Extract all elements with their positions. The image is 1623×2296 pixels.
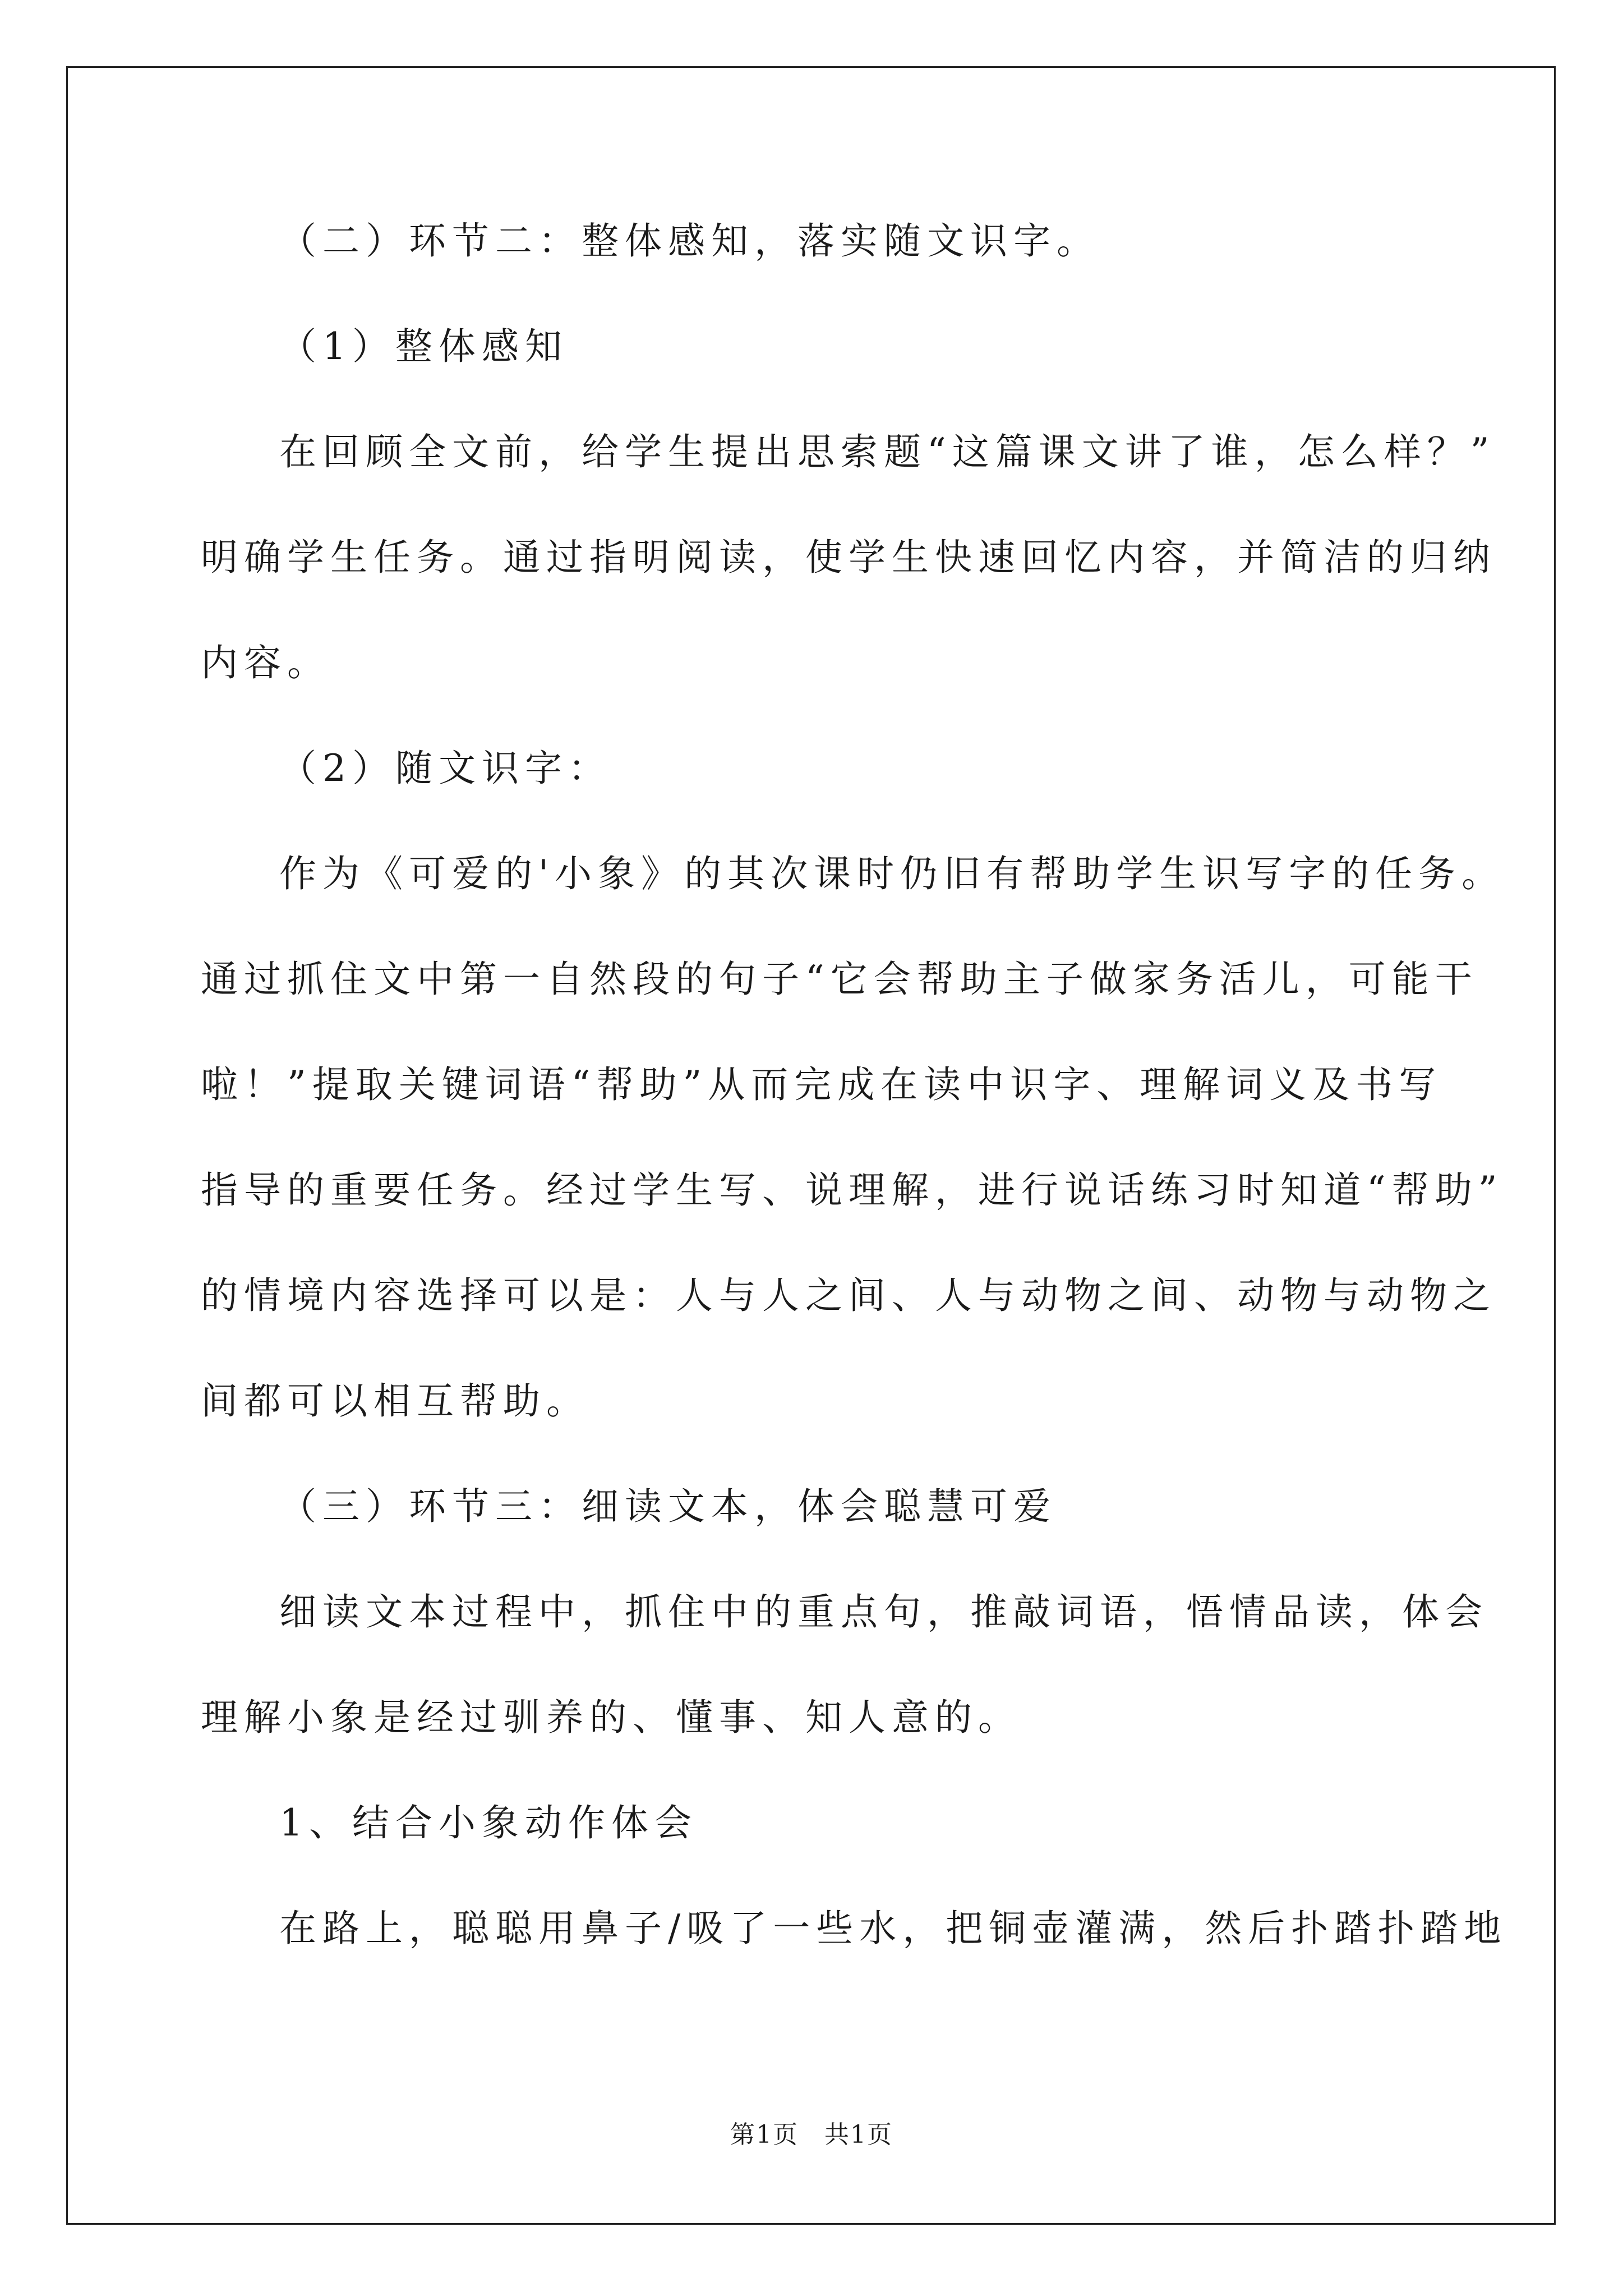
paragraph-line: 明确学生任务。通过指明阅读，使学生快速回忆内容，并简洁的归纳 xyxy=(201,536,1496,579)
section-heading-2: （二）环节二：整体感知，落实随文识字。 xyxy=(279,219,1100,263)
paragraph-line: 作为《可爱的'小象》的其次课时仍旧有帮助学生识写字的任务。 xyxy=(279,852,1505,895)
section-heading-3: （三）环节三：细读文本，体会聪慧可爱 xyxy=(279,1485,1057,1528)
subheading-overall-perception: （1）整体感知 xyxy=(279,325,568,368)
paragraph-line: 的情境内容选择可以是：人与人之间、人与动物之间、动物与动物之 xyxy=(201,1274,1496,1317)
page-border xyxy=(66,66,1556,2225)
paragraph-line: 在回顾全文前，给学生提出思索题“这篇课文讲了谁，怎么样？” xyxy=(279,430,1496,473)
paragraph-line: 细读文本过程中，抓住中的重点句，推敲词语，悟情品读，体会 xyxy=(279,1590,1488,1634)
page-footer: 第1页 共1页 xyxy=(730,2120,893,2149)
paragraph-line: 通过抓住文中第一自然段的句子“它会帮助主子做家务活儿，可能干 xyxy=(201,958,1478,1001)
paragraph-line: 内容。 xyxy=(201,641,330,684)
paragraph-line: 指导的重要任务。经过学生写、说理解，进行说话练习时知道“帮助” xyxy=(201,1168,1504,1212)
paragraph-line: 间都可以相互帮助。 xyxy=(201,1379,589,1423)
paragraph-line: 在路上，聪聪用鼻子/吸了一些水，把铜壶灌满，然后扑踏扑踏地 xyxy=(279,1907,1507,1950)
subheading-literacy: （2）随文识字： xyxy=(279,747,611,790)
paragraph-line: 啦！”提取关键词语“帮助”从而完成在读中识字、理解词义及书写 xyxy=(201,1063,1442,1106)
subheading-action: 1、结合小象动作体会 xyxy=(279,1801,698,1844)
paragraph-line: 理解小象是经过驯养的、懂事、知人意的。 xyxy=(201,1696,1021,1739)
